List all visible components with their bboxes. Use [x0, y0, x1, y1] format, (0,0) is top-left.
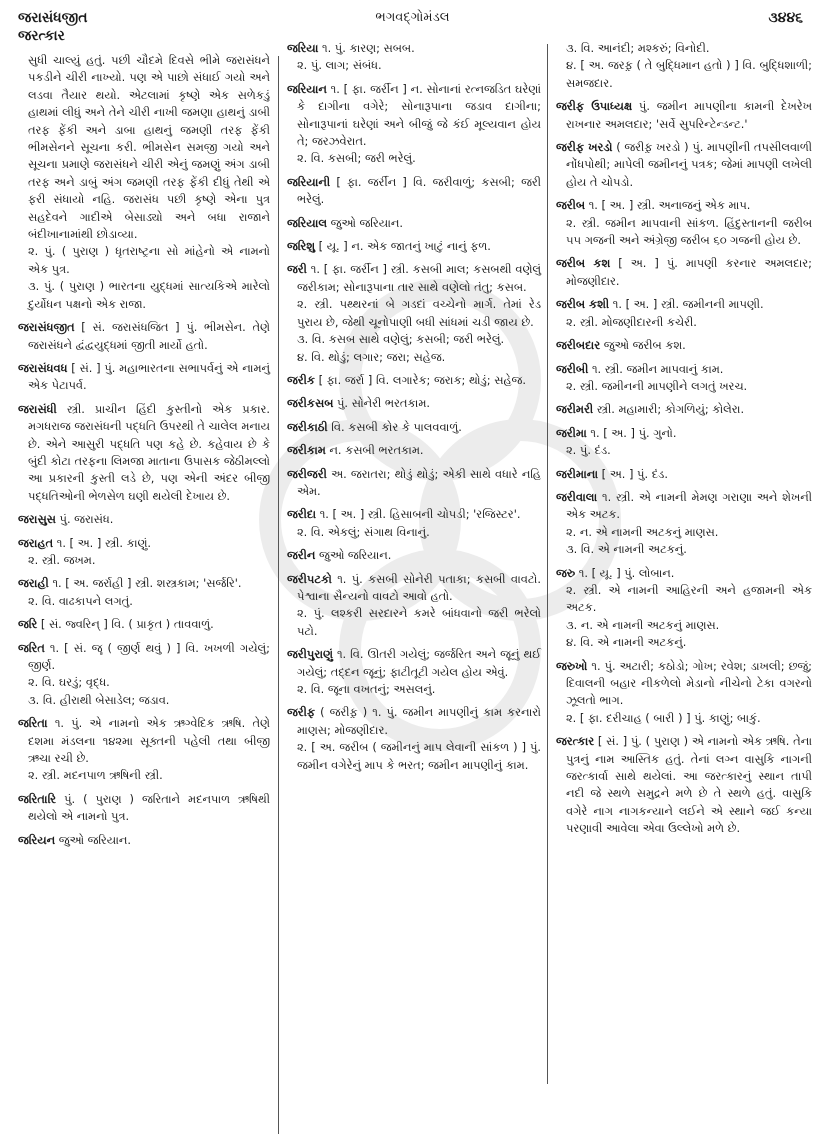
entry-sense: ૨. સ્ત્રી. જમીન માપવાની સાંકળ. હિંદુસ્તાનની જરીબ ૫૫ ગજની અને અંગ્રેજી જરીબ ૬૦ ગજની હોય છે.: [566, 215, 812, 248]
dictionary-entry: [287, 372, 541, 389]
entry-sense: ૨. પું. ( પુરાણ ) ધૃતરાષ્ટ્રના સો માંહેનો એ નામનો એક પુત્ર.: [28, 244, 270, 276]
entry-sense: ૨. વિ. વાઢકાપને લગતું.: [28, 593, 133, 608]
dictionary-entry: [556, 489, 812, 559]
entry-definition: ૧. [ અ. જર્રાહી ] સ્ત્રી. શસ્ત્રકામ; 'સર્જરિ'.: [52, 576, 242, 591]
dictionary-entry: [556, 98, 812, 133]
dictionary-entry: [556, 255, 812, 290]
entry-sense: ૩. વિ. કસબ સાથે વણેલું; કસબી; જરી ભરેલું.: [297, 332, 505, 347]
entry-headword: જરિત: [18, 640, 45, 655]
dictionary-entry: [556, 337, 812, 354]
entry-definition: [ ફા. જર્રીન ] વિ. જરીવાળું; કસબી; જરી ભરેલું.: [297, 174, 541, 207]
entry-headword: જરાહી: [18, 576, 49, 591]
entry-definition: ૧. પું. કારણ; સબબ.: [321, 41, 415, 55]
entry-headword: જરીબદાર: [556, 338, 601, 353]
entry-headword: જરાસંધી: [18, 401, 57, 416]
entry-headword: જરીબ કશ: [556, 256, 611, 271]
dictionary-entry: [18, 616, 270, 633]
entry-definition: ૧. સ્ત્રી. એ નામની મેમણ ગરાણા અને શેખની એક અટક.: [566, 489, 813, 522]
entry-definition: ૧. [ અ. ] સ્ત્રી. જમીનની માપણી.: [612, 297, 764, 312]
entry-definition: ન. કસબી ભરતકામ.: [329, 443, 424, 458]
entry-sense: ૨. ન. એ નામની અટકનું માણસ.: [566, 524, 719, 539]
entry-definition: પું. ( પુરાણ ) જરિતાને મદનપાળ ઋષિથી થયેલો એ નામનો પુત્ર.: [28, 791, 270, 824]
entry-headword: જરત્કાર: [556, 734, 595, 749]
dictionary-entry: [18, 791, 270, 826]
entry-headword: જરિયા: [287, 41, 319, 55]
entry-sense: ૨. પું. લાગ; સંબંધ.: [297, 58, 382, 73]
entry-definition: ૧. સ્ત્રી. જમીન માપવાનું કામ.: [591, 361, 724, 376]
entry-sense: ૪. વિ. થોડું; લગાર; જરા; સહેજ.: [297, 349, 446, 364]
entry-headword: જરીકાઠી: [287, 419, 328, 434]
entry-definition: ૧. [ યૂ. ] પું. લોબાન.: [578, 565, 675, 580]
left-guide-word: જરાસંધજીત: [18, 10, 88, 26]
entry-definition: જુઓ જરીબ કશ.: [603, 338, 686, 353]
dictionary-entry: [18, 319, 270, 354]
entry-definition: સ્ત્રી. પ્રાચીન હિંદી કુસ્તીનો એક પ્રકાર. મગધરાજ જરાસંધની પદ્ધતિ ઉપરથી તે ચાલેલ મનાય છે. એને આસુરી પદ્ધતિ પણ કહે છે. કહેવાય છે કે બુંદી કોટા તરફના લિમજા માતાના ઉપાસક જેઠીમલ્લો આ પ્રકારની કુસ્તી લડે છે, પણ એની અંદર બીજી પદ્ધતિઓની ભેળસેળ ઘણી થયેલી દેખાય છે.: [28, 401, 270, 503]
entry-headword: જરીફ: [287, 705, 316, 720]
entry-definition: ૧. વિ. ઊતરી ગયેલું; જર્જરિત અને જૂનું થઈ ગયેલું; તદ્દન જૂનું; ફાટીતૂટી ગયેલ હોય એવું.: [297, 647, 541, 679]
dictionary-entry: [287, 704, 541, 774]
entry-headword: જરીપુરાણું: [287, 647, 333, 662]
dictionary-entry: [18, 360, 270, 395]
entry-definition: [ સં. ] પું. મહાભારતના સભાપર્વનું એ નામનું એક પેટાપર્વ.: [28, 360, 270, 393]
dictionary-entry: [287, 40, 541, 75]
entry-sense: ૩. વિ. એ નામની અટકનું.: [566, 542, 687, 557]
entry-definition: [ યૂ. ] ન. એક જાતનું ખાટું નાનું ફળ.: [318, 239, 491, 254]
entry-sense: ૨. સ્ત્રી. જમીનની માપણીને લગતું ખરચ.: [566, 378, 748, 393]
entry-definition: [ સં. ] પું. ( પુરાણ ) એ નામનો એક ઋષિ. તેના પુત્રનું નામ આસ્તિક હતું. તેનાં લગ્ન વાસુકિ નાગની જરત્કાર્વા સાથે થયેલાં. આ જરત્કારનું સ્થાન તાપી નદી જે સ્થળે સમુદ્રને મળે છે તે સ્થળે હતું. વાસુકિ વગેરે નાગ નાગકન્યાને લઈને એ સ્થાને જઈ કન્યા પરણાવી આવેલા એવા ઉલ્લેખો મળે છે.: [566, 734, 813, 836]
column-divider: [278, 56, 279, 1134]
entry-headword: જરીદા: [287, 507, 317, 522]
entry-headword: જરીબી: [556, 361, 589, 376]
entry-headword: જરીન: [287, 548, 316, 563]
dictionary-entry: [556, 401, 812, 418]
entry-headword: જરિયાલ: [287, 215, 327, 230]
entry-headword: જરીફ ઉપાધ્યક્ષ: [556, 99, 633, 114]
entry-headword: જરિશુ: [287, 239, 316, 254]
entry-headword: જરીમાના: [556, 466, 599, 481]
entry-headword: જરીવાલા: [556, 489, 598, 504]
entry-headword: જરાસંધજીત: [18, 320, 75, 335]
entry-headword: જરિતારિ: [18, 791, 57, 806]
dictionary-entry: [287, 646, 541, 698]
dictionary-entry: [18, 401, 270, 505]
column-2: [287, 40, 541, 780]
dictionary-entry: [556, 361, 812, 396]
entry-headword: જરિયાન: [287, 81, 327, 96]
entry-headword: જરુખો: [556, 658, 588, 673]
dictionary-entry: [287, 174, 541, 209]
book-title: ભગવદ્ગોમંડલ: [375, 10, 450, 25]
entry-sense: ૩. વિ. હીરાથી બેસાડેલ; જડાવ.: [28, 692, 170, 707]
entry-headword: જરાસુસ: [18, 512, 56, 527]
entry-headword: જરાસંધવધ: [18, 360, 68, 375]
entry-definition: પું. જમીન માપણીના કામની દેખરેખ રાખનાર અમલદાર; 'સર્વે સુપરિન્ટેન્ડન્ટ.': [566, 99, 812, 131]
entry-sense: ૨. સ્ત્રી. મોજણીદારની કચેરી.: [566, 314, 697, 329]
dictionary-entry: [18, 511, 270, 528]
entry-definition: [ અ. ] પું. માપણી કરનાર અમલદાર; મોજણીદાર.: [566, 256, 813, 288]
entry-definition: [ ફા. જર્રા ] વિ. લગારેક; જરાક; થોડું; સહેજ.: [318, 372, 526, 387]
entry-headword: જરીજરી: [287, 466, 327, 481]
dictionary-entry: [18, 52, 270, 313]
entry-definition: ( જરીફ઼ ) ૧. પું. જમીન માપણીનું કામ કરનારો માણસ; મોજણીદાર.: [297, 705, 542, 737]
entry-definition: પું. સોનેરી ભરતકામ.: [336, 396, 430, 411]
entry-sense: ૨. વિ. એકલું; સંગાથ વિનાનું.: [297, 524, 430, 539]
dictionary-entry: [287, 466, 541, 501]
dictionary-entry: [287, 81, 541, 168]
entry-sense: ૪. વિ. એ નામની અટકનું.: [566, 635, 687, 650]
entry-headword: જરીપટકો: [287, 571, 332, 586]
dictionary-entry: [556, 466, 812, 483]
page-number: ૩૪૪૬: [768, 10, 803, 26]
entry-headword: જરિયાની: [287, 174, 331, 189]
dictionary-entry: [287, 442, 541, 459]
entry-sense: ૨. વિ. ઘરડું; વૃદ્ધ.: [28, 675, 110, 690]
entry-definition: જુઓ જરિયાન.: [58, 832, 132, 847]
column-1: [18, 52, 270, 855]
entry-definition: ૧. [ સં. જૄ ( જીર્ણ થવું ) ] વિ. ખખળી ગયેલું; જીર્ણ.: [28, 640, 270, 672]
entry-sense: ૨. પું. દંડ.: [566, 443, 611, 458]
entry-headword: જરી: [287, 262, 307, 277]
entry-definition: [ અ. ] પું. દંડ.: [601, 466, 668, 481]
dictionary-entry: [287, 395, 541, 412]
entry-headword: જરીકામ: [287, 443, 326, 458]
entry-sense: ૨. સ્ત્રી. એ નામની આહિરની અને હજામની એક અટક.: [566, 582, 812, 615]
entry-headword: જરિયન: [18, 832, 56, 847]
dictionary-entry: [18, 715, 270, 785]
entry-definition: ૧. [ ફા. જર્રીન ] ન. સોનાનાં રત્નજડિત ઘરેણાં કે દાગીના વગેરે; સોનારૂપાના જડાવ દાગીના; સોનારૂપાનાં ઘરેણાં અને બીજું જે કંઈ મૂલ્યવાન હોય તે; જરઝવેરાત.: [297, 81, 541, 149]
entry-headword: જરીફ ખરડો: [556, 140, 613, 155]
dictionary-entry: [287, 261, 541, 365]
entry-definition: સુધી ચાલ્યું હતું. પછી ચૌદમે દિવસે ભીમે જરાસંધને પકડીને ચીરી નાખ્યો. પણ એ પાછો સંધાઈ ગયો અને લડવા તૈયાર થયો. એટલામાં કૃષ્ણે એક સળેકડું હાથમાં લીધું અને તેને ચીરી નાખી જમણા હાથનું ડાબી તરફ ફેંકી અને ડાબા હાથનું જમણી તરફ ફેંકી ભીમસેનને સૂચના કરી. ભીમસેન સમજી ગયો અને સૂચના પ્રમાણે જરાસંધને ચીરી એનું જમણું અંગ ડાબી તરફ અને ડાબું અંગ જમણી તરફ ફેંકી દીધું તેથી એ ફરી સંધાયો નહિ. જરાસંધ પછી કૃષ્ણે એના પુત્ર સહદેવને ગાદીએ બેસાડ્યો અને બધા રાજાને બંદીખાનામાંથી છોડાવ્યા.: [28, 53, 270, 242]
entry-definition: અ. જરાતરા; થોડું થોડું; એકી સાથે વધારે નહિ એમ.: [297, 466, 541, 498]
dictionary-entry: [556, 296, 812, 331]
dictionary-entry: [556, 139, 812, 191]
column-divider: [547, 44, 548, 1084]
entry-sense: ૨. સ્ત્રી. પથ્થરનાં બે ગડદાં વચ્ચેનો માર્ગ. તેમાં રેડ પુરાય છે, જેથી ચૂનોપાણી બધી સાંધમાં ચડી જાય છે.: [297, 297, 541, 329]
entry-headword: જરુ: [556, 565, 576, 580]
dictionary-entry: [18, 535, 270, 570]
entry-definition: [ સં. જરાસંધજિત ] પું. ભીમસેન. તેણે જરાસંધને દ્વંદ્વયુદ્ધમાં જીતી માર્યો હતો.: [28, 320, 270, 352]
entry-definition: [ સં. જ્વરિન્ ] વિ. ( પ્રાકૃત ) તાવવાળું.: [40, 617, 214, 632]
entry-definition: ૩. વિ. આનંદી; મશ્કરું; વિનોદી.: [566, 41, 710, 55]
entry-headword: જરિ: [18, 617, 38, 632]
dictionary-entry: [287, 571, 541, 641]
entry-definition: ૧. પું. કસબી સોનેરી પતાકા; કસબી વાવટો. પેશ્વાના સૈન્યનો વાવટો આવો હતો.: [297, 571, 541, 603]
entry-sense: ૨. સ્ત્રી. મદનપાળ ઋષિની સ્ત્રી.: [28, 768, 163, 783]
dictionary-entry: [287, 215, 541, 232]
entry-definition: વિ. કસબી કોર કે પાલવવાળું.: [331, 419, 462, 434]
dictionary-entry: [556, 425, 812, 460]
sub-guide-word: જરત્કાર: [18, 28, 65, 44]
entry-definition: ૧. [ અ. ] સ્ત્રી. અનાજનું એક માપ.: [588, 198, 751, 213]
entry-definition: ૧. [ અ. ] સ્ત્રી. હિસાબની ચોપડી; 'રજિસ્ટર'.: [319, 507, 521, 522]
entry-definition: ૧. [ અ. ] સ્ત્રી. કાણું.: [56, 535, 152, 550]
entry-sense: ૪. [ અ. જરફ઼ ( તે બુદ્ધિમાન હતો ) ] વિ. બુદ્ધિશાળી; સમજદાર.: [566, 58, 812, 90]
entry-definition: ૧. [ અ. ] પું. ગુનો.: [590, 425, 677, 440]
entry-headword: જરિતા: [18, 716, 48, 731]
entry-headword: જરીકસબ: [287, 396, 334, 411]
dictionary-entry: [556, 658, 812, 728]
entry-sense: ૨. સ્ત્રી. જખમ.: [28, 552, 96, 567]
dictionary-entry: [556, 40, 812, 92]
dictionary-entry: [556, 733, 812, 837]
entry-headword: જરીમરી: [556, 402, 594, 417]
dictionary-entry: [287, 547, 541, 564]
dictionary-entry: [18, 640, 270, 710]
entry-sense: ૩. ન. એ નામની અટકનું માણસ.: [566, 617, 720, 632]
column-3: [556, 40, 812, 844]
page-header: [0, 6, 825, 36]
entry-definition: જુઓ જરિયાન.: [319, 548, 392, 563]
dictionary-entry: [287, 238, 541, 255]
dictionary-entry: [18, 832, 270, 849]
entry-definition: ૧. પું. અટારી; કઠોડો; ગોખ; રવેશ; ડાખલી; છજું; દિવાલની બહાર નીકળેલો મેડાનો નીચેનો ટેકા વગરનો ઝૂલતો ભાગ.: [566, 658, 812, 708]
dictionary-entry: [18, 575, 270, 610]
entry-sense: ૨. વિ. કસબી; જરી ભરેલું.: [297, 151, 416, 166]
entry-sense: ૩. પું. ( પુરાણ ) ભારતના યુદ્ધમાં સાત્યકિએ મારેલો દુર્યોધન પક્ષનો એક રાજા.: [28, 279, 270, 311]
entry-headword: જરીમા: [556, 425, 587, 440]
entry-sense: ૨. [ ફા. દરીચાહ ( બારી ) ] પું. કાણું; બાકું.: [566, 710, 761, 725]
entry-headword: જરીક: [287, 372, 315, 387]
entry-definition: ૧. [ ફા. જર્રીન ] સ્ત્રી. કસબી માલ; કસબથી વણેલું જરીકામ; સોનારૂપાના તાર સાથે વણેલો તંતુ; કસબ.: [297, 262, 541, 294]
entry-definition: સ્ત્રી. મહામારી; કોગળિયું; કોલેરા.: [596, 402, 745, 417]
dictionary-entry: [287, 419, 541, 436]
entry-sense: ૨. [ અ. જરીબ ( જમીનનું માપ લેવાની સાંકળ ) ] પું. જમીન વગેરેનું માપ કે ભરત; જમીન માપણીનું કામ.: [297, 740, 541, 772]
entry-definition: ૧. પું. એ નામનો એક ઋગ્વેદિક ઋષિ. તેણે દશમા મંડલના ૧૪૨મા સૂક્તની પહેલી તથા બીજી ઋચા રચી છે.: [28, 716, 270, 766]
dictionary-entry: [287, 506, 541, 541]
entry-definition: જુઓ જરિયાન.: [330, 215, 403, 230]
entry-headword: જરાહત: [18, 535, 54, 550]
dictionary-entry: [556, 197, 812, 249]
dictionary-entry: [556, 565, 812, 652]
entry-sense: ૨. પું. લશ્કરી સરદારને કમરે બાંધવાનો જરી ભરેલો પટો.: [297, 606, 541, 638]
entry-headword: જરીબ કશી: [556, 297, 610, 312]
entry-definition: ( જરીફ઼ ખરડો ) પું. માપણીની તપસીલવાળી નોંધપોથી; માપેલી જમીનનું પત્રક; જેમાં માપણી લખેલી હોય તે ચોપડો.: [566, 140, 813, 189]
entry-headword: જરીબ: [556, 198, 586, 213]
entry-definition: પું. જરાસંધ.: [59, 512, 114, 527]
entry-sense: ૨. વિ. જૂના વખતનું; અસલનું.: [297, 682, 436, 696]
